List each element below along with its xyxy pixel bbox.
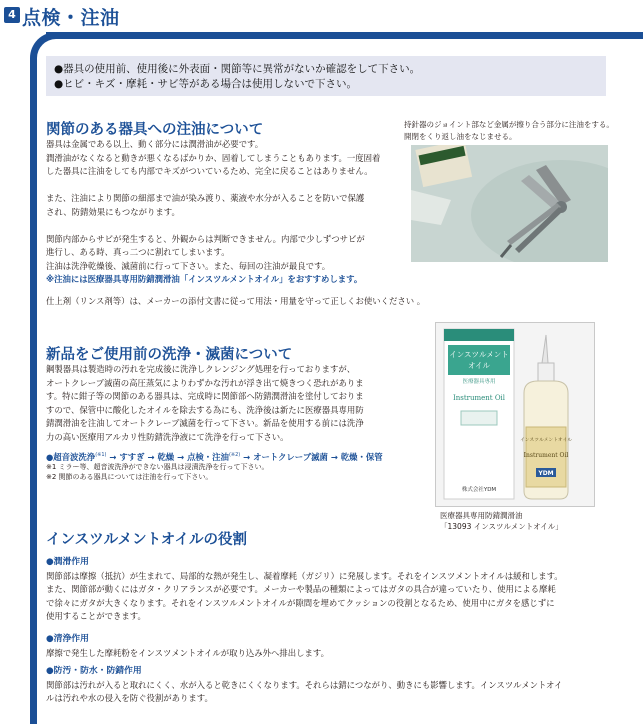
role-heading: ●清浄作用	[46, 634, 89, 644]
left-side-bar	[30, 60, 37, 724]
caption-line: 「13093 インスツルメントオイル」	[440, 522, 563, 531]
text-line: また、注油により関節の細部まで油が染み渡り、薬液や水分が入ることを防いで保護	[46, 193, 365, 203]
needle-holder-illustration	[411, 145, 608, 262]
bottle-label: インスツルメントオイル	[519, 438, 573, 443]
flow-notes	[46, 463, 269, 482]
flow-note-ref: (※1)	[95, 452, 107, 459]
new-item-body	[46, 363, 364, 444]
text-line: 鋼製器具は製造時の汚れを完成後に洗浄しクレンジング処理を行っておりますが、	[46, 364, 356, 374]
header-rule	[46, 32, 643, 39]
product-illustration	[436, 323, 594, 506]
text-line: オートクレーブ滅菌の高圧蒸気によりわずかな汚れが浮き出て焼きつく恐れがありま	[46, 377, 364, 388]
caption-line: 医療器具専用防錆潤滑油	[440, 511, 523, 520]
flow-step: 乾燥・保管	[340, 452, 383, 462]
text-line: また、関節部が動くにはガタ・クリアランスが必要です。メーカーや製品の種類によってはガタの具合が違っていたり、使用による摩耗	[46, 584, 556, 594]
flow-arrow: →	[109, 452, 117, 462]
flow-arrow: →	[147, 452, 155, 462]
recommendation-note: ※注油には医療器具専用防錆潤滑油「インスツルメントオイル」をおすすめします。	[46, 274, 363, 284]
section-number: 4	[4, 7, 20, 23]
text-line: 摩擦で発生した摩耗粉をインスツメントオイルが取り込み外へ排出します。	[46, 647, 329, 658]
text-line: 器具は金属である以上、動く部分には潤滑油が必要です。	[46, 139, 264, 149]
role-heading: ●潤滑作用	[46, 557, 89, 567]
text-line: 関節部は汚れが入ると取れにくく、水が入ると乾きにくくなります。それらは錆につながり、動きにも影響します。インスツルメントオイ	[46, 679, 563, 690]
box-name-line1: インスツルメント	[449, 350, 509, 359]
text-line: 注油は洗浄乾燥後、滅菌前に行って下さい。また、毎回の注油が最良です。	[46, 260, 331, 271]
text-line: され、防錆効果にもつながります。	[46, 206, 180, 217]
text-line: すので、保管中に酸化したオイルを除去する為にも、洗浄後は新たに医療器具専用防	[46, 404, 364, 415]
instrument-oil-product-photo	[435, 322, 595, 507]
flow-step: オートクレーブ滅菌	[253, 452, 328, 462]
caution-line: ●ヒビ・キズ・摩耗・サビ等がある場合は使用しないで下さい。	[54, 78, 357, 90]
flow-step: ●超音波洗浄	[46, 452, 96, 462]
new-item-title: 新品をご使用前の洗浄・滅菌について	[46, 347, 293, 363]
text-line: 関節部は摩擦（抵抗）が生まれて、局部的な熱が発生し、凝着摩耗（ガジリ）に発展します。それをインスツメントオイルは緩和します。	[46, 570, 563, 581]
flow-note-ref: (※2)	[228, 452, 241, 459]
caption-line: 開閉をくり返し油をなじませる。	[404, 132, 517, 141]
bottle-logo: YDM	[538, 470, 554, 477]
role-title: インスツルメントオイルの役割	[46, 532, 247, 548]
box-subtitle: 医療器具専用	[462, 379, 496, 385]
flow-arrow: →	[243, 452, 251, 462]
role-protection	[46, 665, 606, 706]
cleaning-flow	[46, 451, 383, 463]
flow-step: すすぎ	[119, 452, 145, 462]
caption-line: 持針器のジョイント部など金属が擦り合う部分に注油をする。	[404, 120, 614, 129]
text-line: で徐々にガタが大きくなります。それをインスツルメントオイルが隙間を埋めてクッションの役割となるため、使用中にガタを感じずに	[46, 597, 555, 608]
flow-step: 乾燥	[157, 452, 175, 462]
text-line: 力の高い医療用アルカリ性防錆洗浄液にて洗浄を行って下さい。	[46, 431, 289, 442]
flow-arrow: →	[177, 452, 185, 462]
section-title: 点検・注油	[22, 7, 120, 29]
text-line: ルは汚れや水の侵入を防ぐ役割があります。	[46, 693, 213, 703]
box-name-line2: オイル	[467, 361, 491, 370]
role-heading: ●防汚・防水・防錆作用	[46, 666, 142, 676]
caution-line: ●器具の使用前、使用後に外表面・関節等に異常がないか確認をして下さい。	[54, 63, 421, 75]
bottle-english-name: Instrument Oil	[523, 452, 569, 459]
text-line: 使用することができます。	[46, 611, 146, 621]
text-line: 進行し、ある時、真っ二つに割れてしまいます。	[46, 247, 230, 257]
box-english-name: Instrument Oil	[452, 394, 506, 402]
text-line: 潤滑油がなくなると動きが悪くなるばかりか、固着してしまうこともあります。一度固着	[46, 152, 381, 163]
product-caption	[440, 510, 563, 532]
needle-holder-photo	[411, 145, 608, 262]
text-line: した器具に注油をしても内部でキズがついているため、完全に戻ることはありません。	[46, 166, 373, 176]
note-line: ※1 ミラー等、超音波洗浄ができない器具は浸漬洗浄を行って下さい。	[46, 463, 269, 471]
lubrication-title: 関節のある器具への注油について	[46, 122, 264, 138]
section-header	[0, 0, 643, 40]
flow-step: 点検・注油	[187, 452, 229, 462]
text-line: 関節内部からサビが発生すると、外観からは判断できません。内部で少しずつサビが	[46, 233, 365, 244]
box-maker: 株式会社YDM	[461, 487, 497, 493]
text-line: 錆潤滑油を注油してオートクレーブ滅菌を行って下さい。新品を使用する前には洗浄	[46, 418, 364, 428]
role-cleaning	[46, 633, 606, 660]
photo-caption	[404, 119, 614, 143]
caution-box	[46, 56, 606, 96]
text-line: す。特に鉗子等の関節のある器具は、完成時に関節部へ防錆潤滑油を塗付しておりま	[46, 391, 364, 401]
text-line: 仕上剤（リンス剤等）は、メーカーの添付文書に従って用法・用量を守って正しくお使いください 。	[46, 295, 426, 306]
flow-arrow: →	[330, 452, 338, 462]
lubrication-body	[46, 138, 425, 308]
note-line: ※2 関節のある器具については注油を行って下さい。	[46, 472, 213, 481]
role-lubrication	[46, 556, 606, 624]
